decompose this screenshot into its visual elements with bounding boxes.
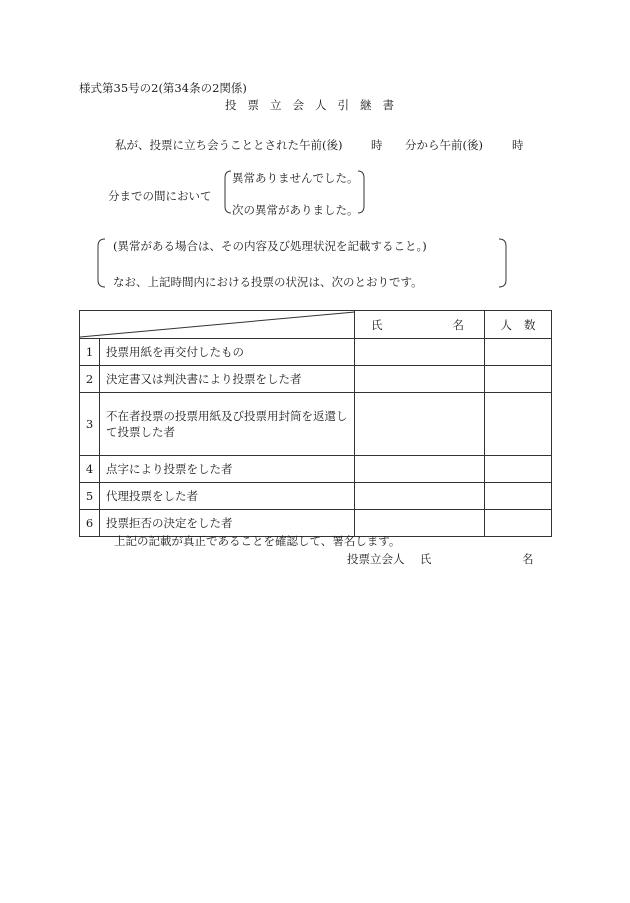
note-left-bracket-icon — [95, 238, 109, 288]
row-label: 投票用紙を再交付したもの — [100, 339, 355, 366]
row-number: 2 — [80, 366, 100, 393]
row-number: 1 — [80, 339, 100, 366]
signature-statement: 上記の記載が真正であることを確認して、署名します。 — [114, 534, 401, 548]
header-count-right: 数 — [524, 317, 536, 332]
signature-role: 投票立会人 — [347, 552, 405, 566]
row-label: 投票拒否の決定をした者 — [100, 510, 355, 537]
table-row — [80, 456, 552, 483]
option-anomaly: 次の異常がありました。 — [232, 203, 359, 217]
row-count-cell[interactable] — [485, 483, 552, 510]
header-count — [485, 311, 552, 339]
row-number: 3 — [80, 393, 100, 456]
row-count-cell[interactable] — [485, 456, 552, 483]
note-right-bracket-icon — [495, 238, 509, 288]
row-label: 決定書又は判決書により投票をした者 — [100, 366, 355, 393]
row-number: 6 — [80, 510, 100, 537]
signature-name-left: 氏 — [419, 552, 432, 566]
row-count-cell[interactable] — [485, 366, 552, 393]
option-no-anomaly: 異常ありませんでした。 — [232, 171, 359, 185]
row-name-cell[interactable] — [355, 339, 485, 366]
row-name-cell[interactable] — [355, 456, 485, 483]
table-row — [80, 366, 552, 393]
right-bracket-icon — [354, 170, 368, 214]
signature-role-line — [347, 551, 431, 567]
table-row — [80, 339, 552, 366]
header-count-left: 人 — [500, 317, 512, 332]
time-sentence-part1: 私が、投票に立ち会うこととされた午前(後) — [115, 138, 343, 152]
note-instruction: (異常がある場合は、その内容及び処理状況を記載すること。) — [113, 239, 427, 253]
header-name-left: 氏 — [371, 317, 383, 332]
time-hour-1: 時 — [371, 138, 383, 152]
row-label: 代理投票をした者 — [100, 483, 355, 510]
row-number: 5 — [80, 483, 100, 510]
document-title: 投票立会人引継書 — [225, 98, 405, 112]
row-count-cell[interactable] — [485, 510, 552, 537]
table-header-row — [80, 311, 552, 339]
row-name-cell[interactable] — [355, 393, 485, 456]
form-number: 様式第35号の2(第34条の2関係) — [79, 81, 247, 95]
header-name-right: 名 — [452, 317, 464, 332]
row-name-cell[interactable] — [355, 483, 485, 510]
status-options-label: 分までの間において — [108, 189, 212, 203]
header-name — [355, 311, 485, 339]
diagonal-line — [80, 311, 355, 338]
row-count-cell[interactable] — [485, 339, 552, 366]
time-sentence-part2: 分から午前(後) — [405, 138, 483, 152]
time-hour-2: 時 — [512, 138, 524, 152]
header-diagonal-cell — [80, 311, 355, 339]
row-number: 4 — [80, 456, 100, 483]
row-name-cell[interactable] — [355, 366, 485, 393]
signature-name-right: 名 — [522, 552, 534, 566]
table-row — [80, 393, 552, 456]
row-label: 点字により投票をした者 — [100, 456, 355, 483]
row-label: 不在者投票の投票用紙及び投票用封筒を返還して投票した者 — [100, 393, 355, 456]
voting-status-table — [79, 310, 552, 537]
row-count-cell[interactable] — [485, 393, 552, 456]
note-statement: なお、上記時間内における投票の状況は、次のとおりです。 — [113, 275, 423, 289]
table-row — [80, 483, 552, 510]
